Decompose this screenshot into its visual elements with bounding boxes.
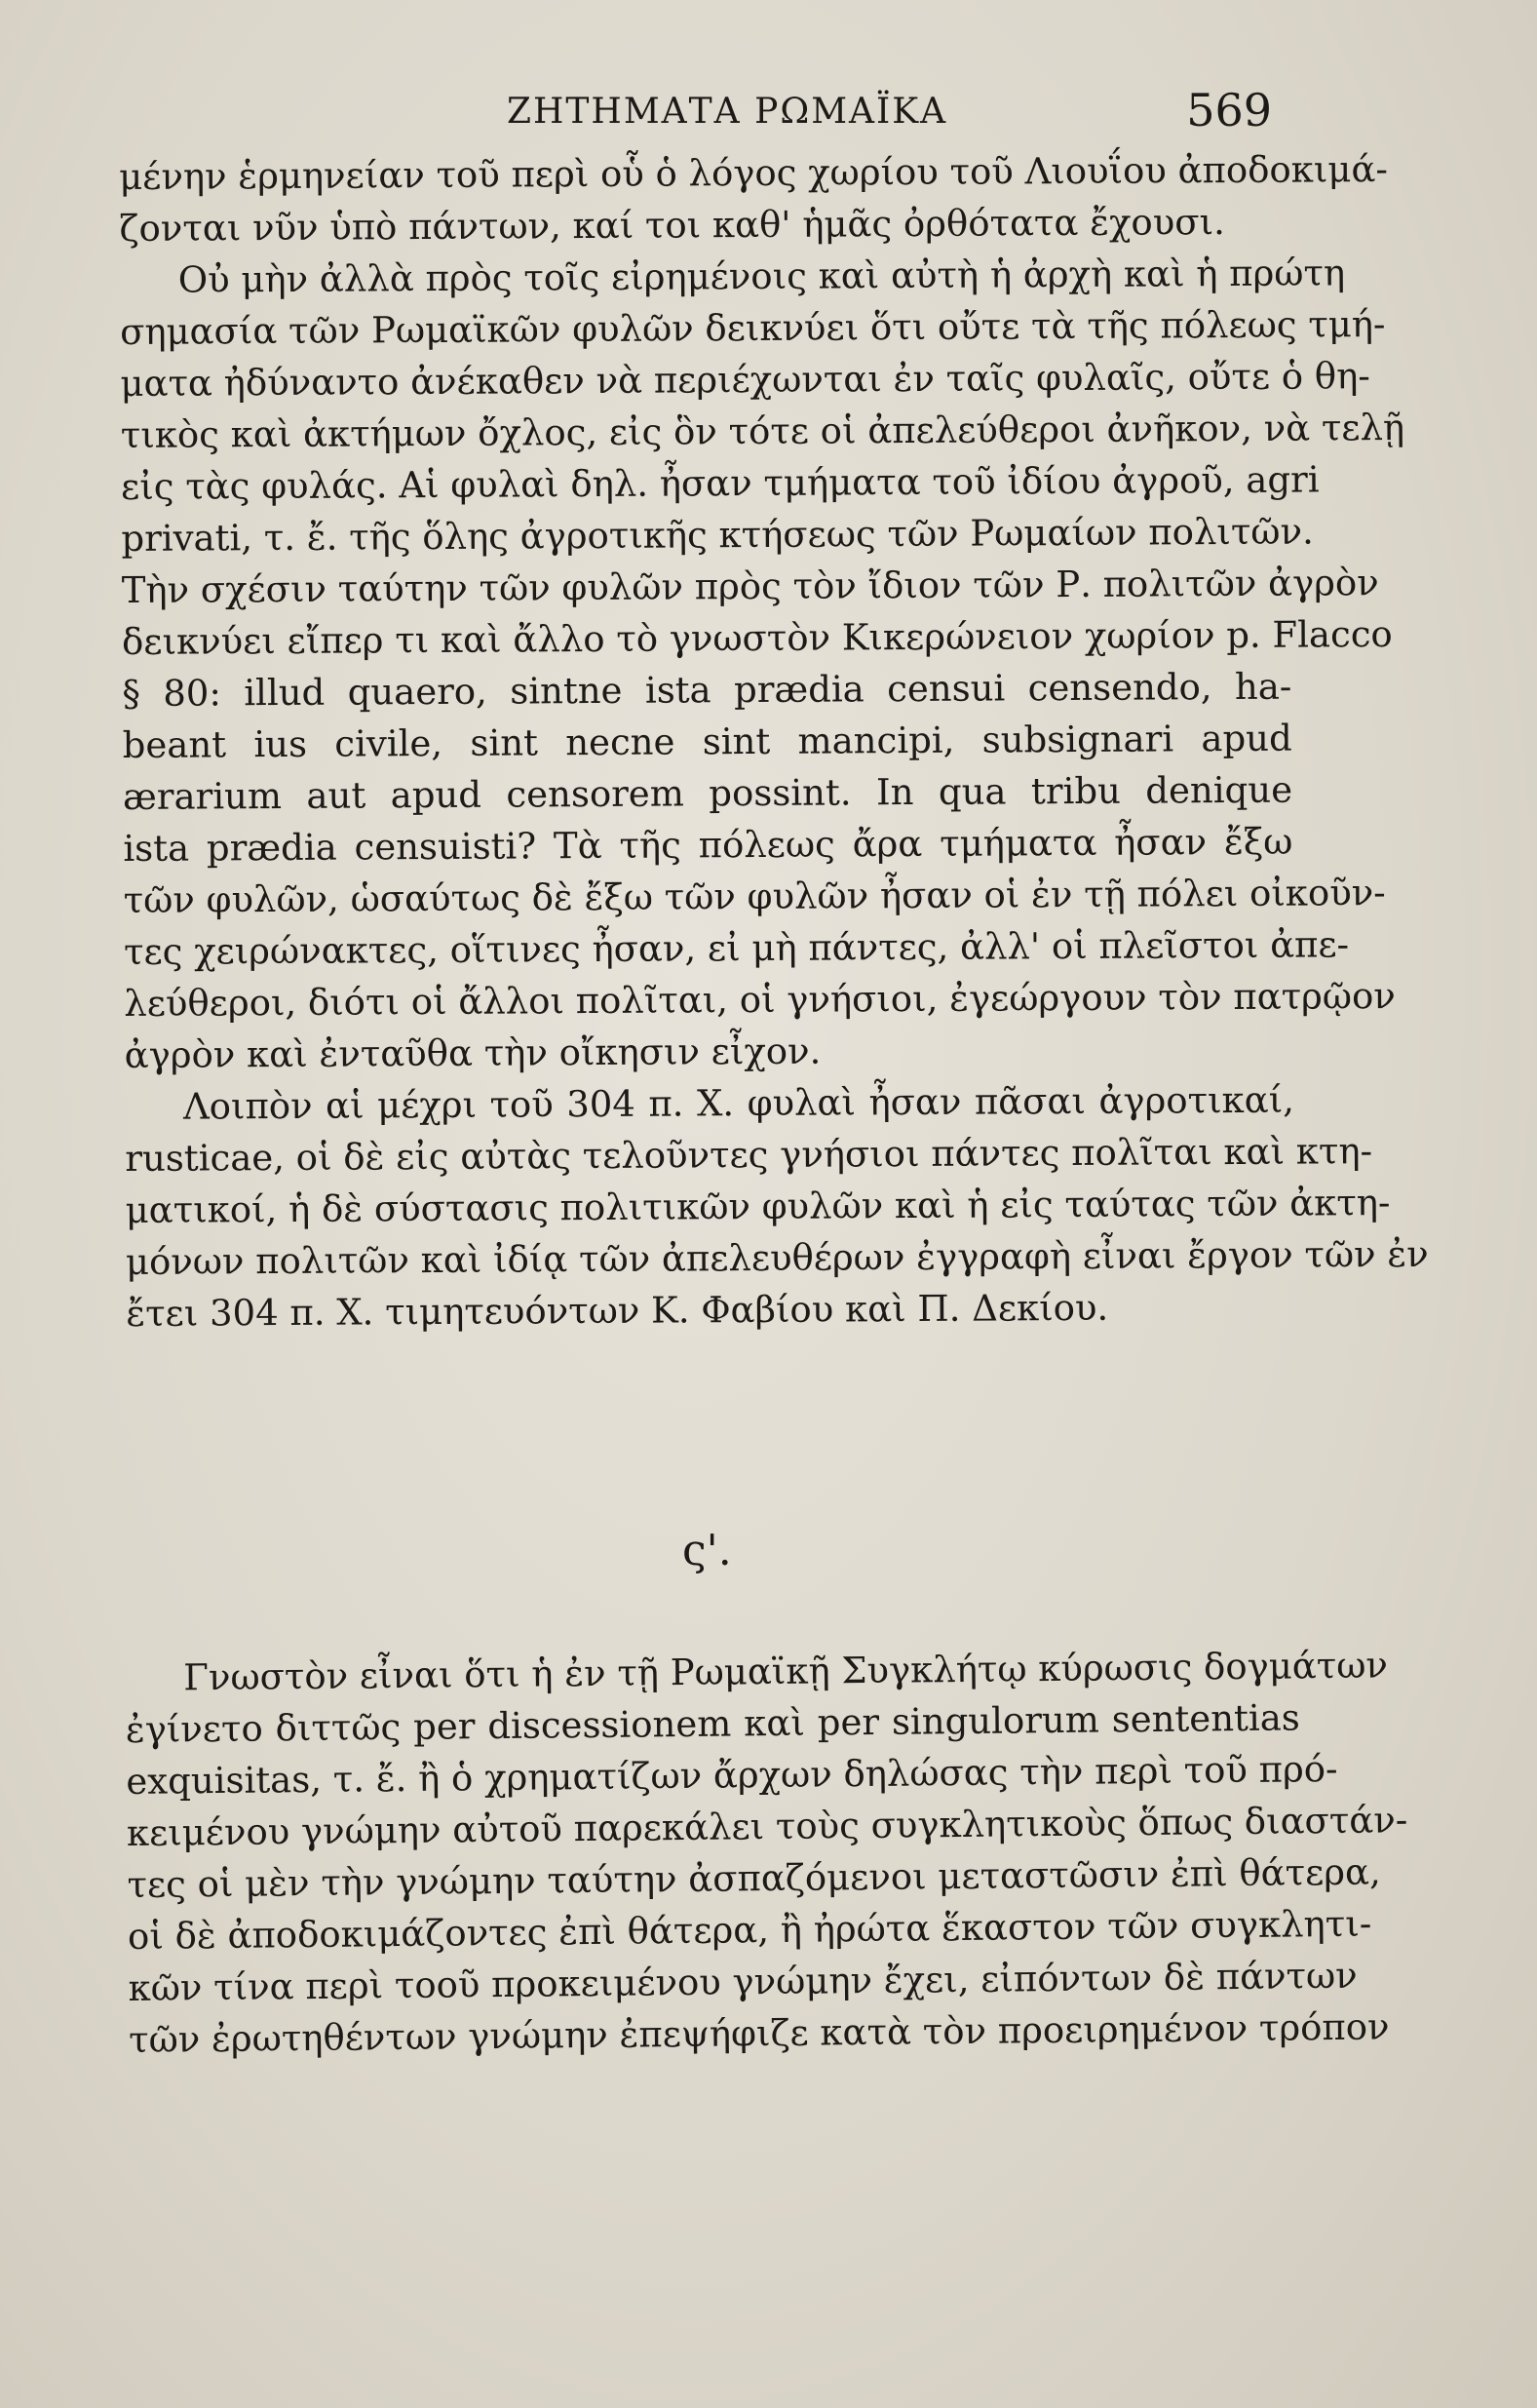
text-line: τες οἱ μὲν τὴν γνώμην ταύτην ἀσπαζόμενοι μεταστῶσιν ἐπὶ θάτερα, [127,1850,1382,1906]
text-line: τικὸς καὶ ἀκτήμων ὄχλος, εἰς ὃν τότε οἱ ἀπελεύθεροι ἀνῆκον, νὰ τελῇ [120,406,1405,456]
text-line: privati, τ. ἔ. τῆς ὅλης ἀγροτικῆς κτήσεως τῶν Ρωμαίων πολιτῶν. [121,510,1314,560]
text-line: exquisitas, τ. ἔ. ἢ ὁ χρηματίζων ἄρχων δηλώσας τὴν περὶ τοῦ πρό- [126,1747,1338,1803]
text-line: εἰς τὰς φυλάς. Αἱ φυλαὶ δηλ. ἦσαν τμήματα τοῦ ἰδίου ἀγροῦ, agri [120,458,1320,508]
text-line: μένην ἑρμηνείαν τοῦ περὶ οὗ ὁ λόγος χωρίου τοῦ Λιουΐου ἀποδοκιμά- [119,148,1389,198]
text-line: § 80: illud quaero, sintne ista prædia censui censendo, ha- [122,665,1292,715]
text-line: σημασία τῶν Ρωμαϊκῶν φυλῶν δεικνύει ὅτι οὔτε τὰ τῆς πόλεως τμή- [120,303,1386,353]
text-line: οἱ δὲ ἀποδοκιμάζοντες ἐπὶ θάτερα, ἢ ἠρώτα ἕκαστον τῶν συγκλητι- [127,1902,1372,1958]
text-line: rusticae, οἱ δὲ εἰς αὐτὰς τελοῦντες γνήσιοι πάντες πολῖται καὶ κτη- [125,1130,1373,1180]
text-line: τῶν φυλῶν, ὡσαύτως δὲ ἔξω τῶν φυλῶν ἦσαν οἱ ἐν τῇ πόλει οἰκοῦν- [123,872,1386,921]
text-line: Λοιπὸν αἱ μέχρι τοῦ 304 π. Χ. φυλαὶ ἦσαν πᾶσαι ἀγροτικαί, [182,1078,1295,1128]
page-number: 569 [1186,84,1272,136]
text-line: ζονται νῦν ὑπὸ πάντων, καί τοι καθ' ἡμᾶς ὀρθότατα ἔχουσι. [119,201,1225,250]
text-line: μόνων πολιτῶν καὶ ἰδίᾳ τῶν ἀπελευθέρων ἐγγραφὴ εἶναι ἔργον τῶν ἐν [125,1232,1429,1283]
text-line: Τὴν σχέσιν ταύτην τῶν φυλῶν πρὸς τὸν ἴδιον τῶν Ρ. πολιτῶν ἀγρὸν [121,562,1379,611]
text-line: ἀγρὸν καὶ ἐνταῦθα τὴν οἴκησιν εἶχον. [124,1029,822,1076]
text-line: ἐγίνετο διττῶς per discessionem καὶ per singulorum sententias [125,1696,1300,1751]
section-text-block [125,1640,1408,2066]
text-line: λεύθεροι, διότι οἱ ἄλλοι πολῖται, οἱ γνήσιοι, ἐγεώργουν τὸν πατρῷον [124,975,1396,1025]
text-line: ista prædia censuisti? Τὰ τῆς πόλεως ἄρα τμήματα ἦσαν ἔξω [123,820,1293,870]
main-text-block [119,144,1429,1340]
text-line: κῶν τίνα περὶ τοοῦ προκειμένου γνώμην ἔχει, εἰπόντων δὲ πάντων [128,1954,1358,2009]
section-number: ς'. [682,1526,732,1575]
text-line: beant ius civile, sint necne sint mancipi, subsignari apud [122,717,1292,766]
text-line: δεικνύει εἴπερ τι καὶ ἄλλο τὸ γνωστὸν Κικερώνειον χωρίον p. Flacco [121,613,1393,663]
text-line: ἔτει 304 π. Χ. τιμητευόντων Κ. Φαβίου καὶ Π. Δεκίου. [126,1286,1109,1335]
text-line: ματα ἠδύναντο ἀνέκαθεν νὰ περιέχωνται ἐν ταῖς φυλαῖς, οὔτε ὁ θη- [120,355,1370,405]
text-line: τες χειρώνακτες, οἵτινες ἦσαν, εἰ μὴ πάντες, ἀλλ' οἱ πλεῖστοι ἀπε- [123,923,1350,973]
text-line: Οὐ μὴν ἀλλὰ πρὸς τοῖς εἰρημένοις καὶ αὐτὴ ἡ ἀρχὴ καὶ ἡ πρώτη [177,252,1346,301]
text-line: ærarium aut apud censorem possint. In qua tribu denique [122,768,1293,818]
text-line: Γνωστὸν εἶναι ὅτι ἡ ἐν τῇ Ρωμαϊκῇ Συγκλήτῳ κύρωσις δογμάτων [183,1644,1389,1699]
text-line: τῶν ἐρωτηθέντων γνώμην ἐπεψήφιζε κατὰ τὸν προειρημένον τρόπον [128,2005,1390,2061]
text-line: κειμένου γνώμην αὐτοῦ παρεκάλει τοὺς συγκλητικοὺς ὅπως διαστάν- [126,1799,1408,1854]
text-line: ματικοί, ἡ δὲ σύστασις πολιτικῶν φυλῶν καὶ ἡ εἰς ταύτας τῶν ἀκτη- [125,1182,1391,1231]
running-title: ΖΗΤΗΜΑΤΑ ΡΩΜΑΪΚΑ [507,92,948,132]
page-header [117,86,1272,144]
